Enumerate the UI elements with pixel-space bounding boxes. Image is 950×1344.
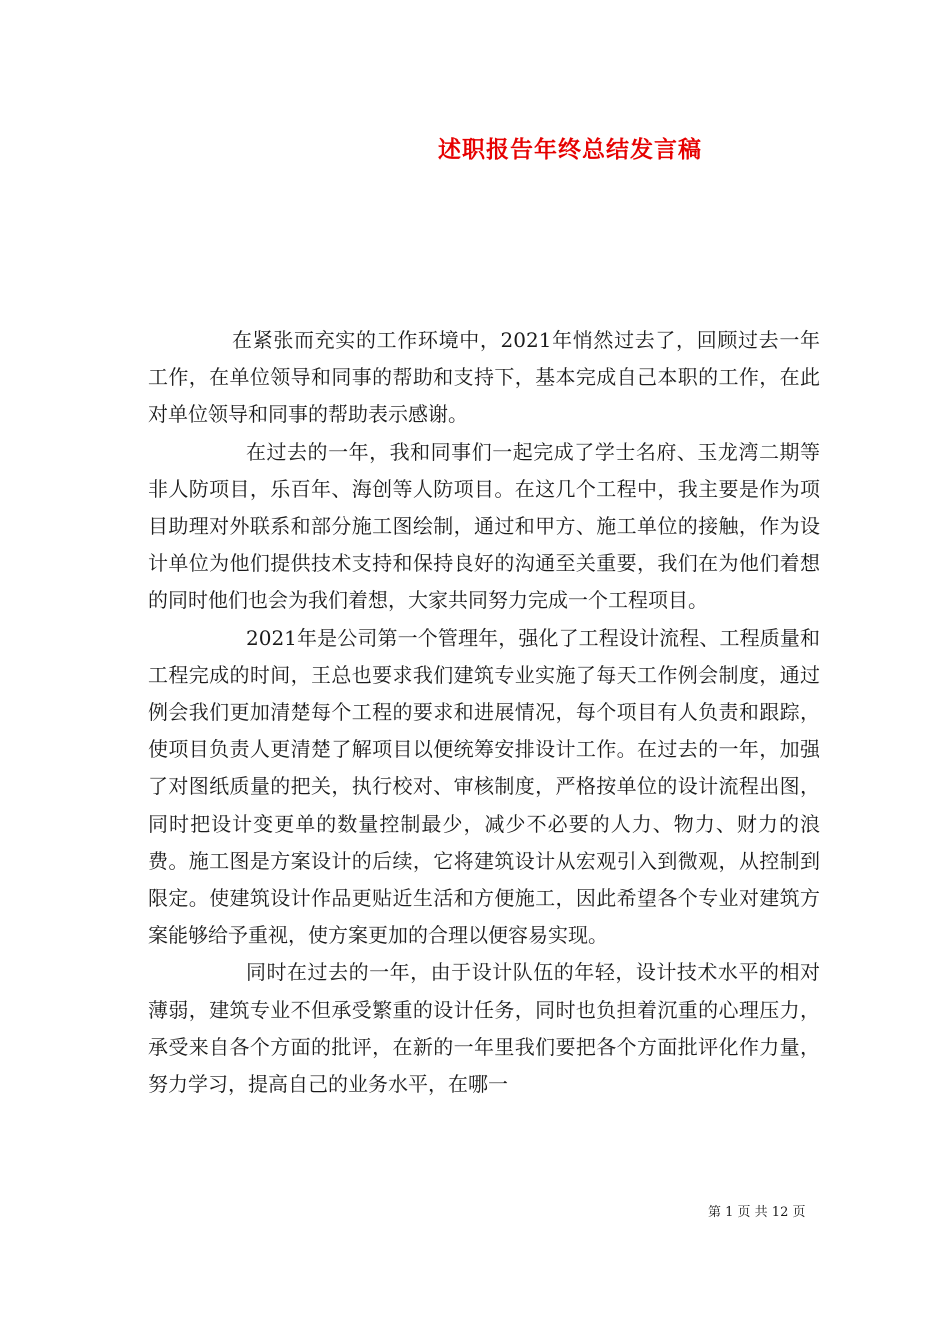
document-body [148, 322, 820, 1103]
document-title: 述职报告年终总结发言稿 [438, 136, 702, 163]
paragraph-4: 同时在过去的一年，由于设计队伍的年轻，设计技术水平的相对薄弱，建筑专业不但承受繁重的设计任务，同时也负担着沉重的心理压力，承受来自各个方面的批评，在新的一年里我们要把各个方面批评化作力量，努力学习，提高自己的业务水平，在哪一 [148, 960, 820, 1097]
paragraph-2: 在过去的一年，我和同事们一起完成了学士名府、玉龙湾二期等非人防项目，乐百年、海创等人防项目。在这几个工程中，我主要是作为项目助理对外联系和部分施工图绘制，通过和甲方、施工单位的接触，作为设计单位为他们提供技术支持和保持良好的沟通至关重要，我们在为他们着想的同时他们也会为我们着想，大家共同努力完成一个工程项目。 [148, 439, 820, 613]
page-number-footer: 第 1 页 共 12 页 [708, 1205, 806, 1220]
paragraph-3: 2021年是公司第一个管理年，强化了工程设计流程、工程质量和工程完成的时间，王总也要求我们建筑专业实施了每天工作例会制度，通过例会我们更加清楚每个工程的要求和进展情况，每个项目有人负责和跟踪，使项目负责人更清楚了解项目以便统筹安排设计工作。在过去的一年，加强了对图纸质量的把关，执行校对、审核制度，严格按单位的设计流程出图，同时把设计变更单的数量控制最少，减少不必要的人力、物力、财力的浪费。施工图是方案设计的后续，它将建筑设计从宏观引入到微观，从控制到限定。使建筑设计作品更贴近生活和方便施工，因此希望各个专业对建筑方案能够给予重视，使方案更加的合理以便容易实现。 [148, 625, 820, 948]
paragraph-1: 在紧张而充实的工作环境中，2021年悄然过去了，回顾过去一年工作，在单位领导和同事的帮助和支持下，基本完成自己本职的工作，在此对单位领导和同事的帮助表示感谢。 [148, 328, 820, 427]
